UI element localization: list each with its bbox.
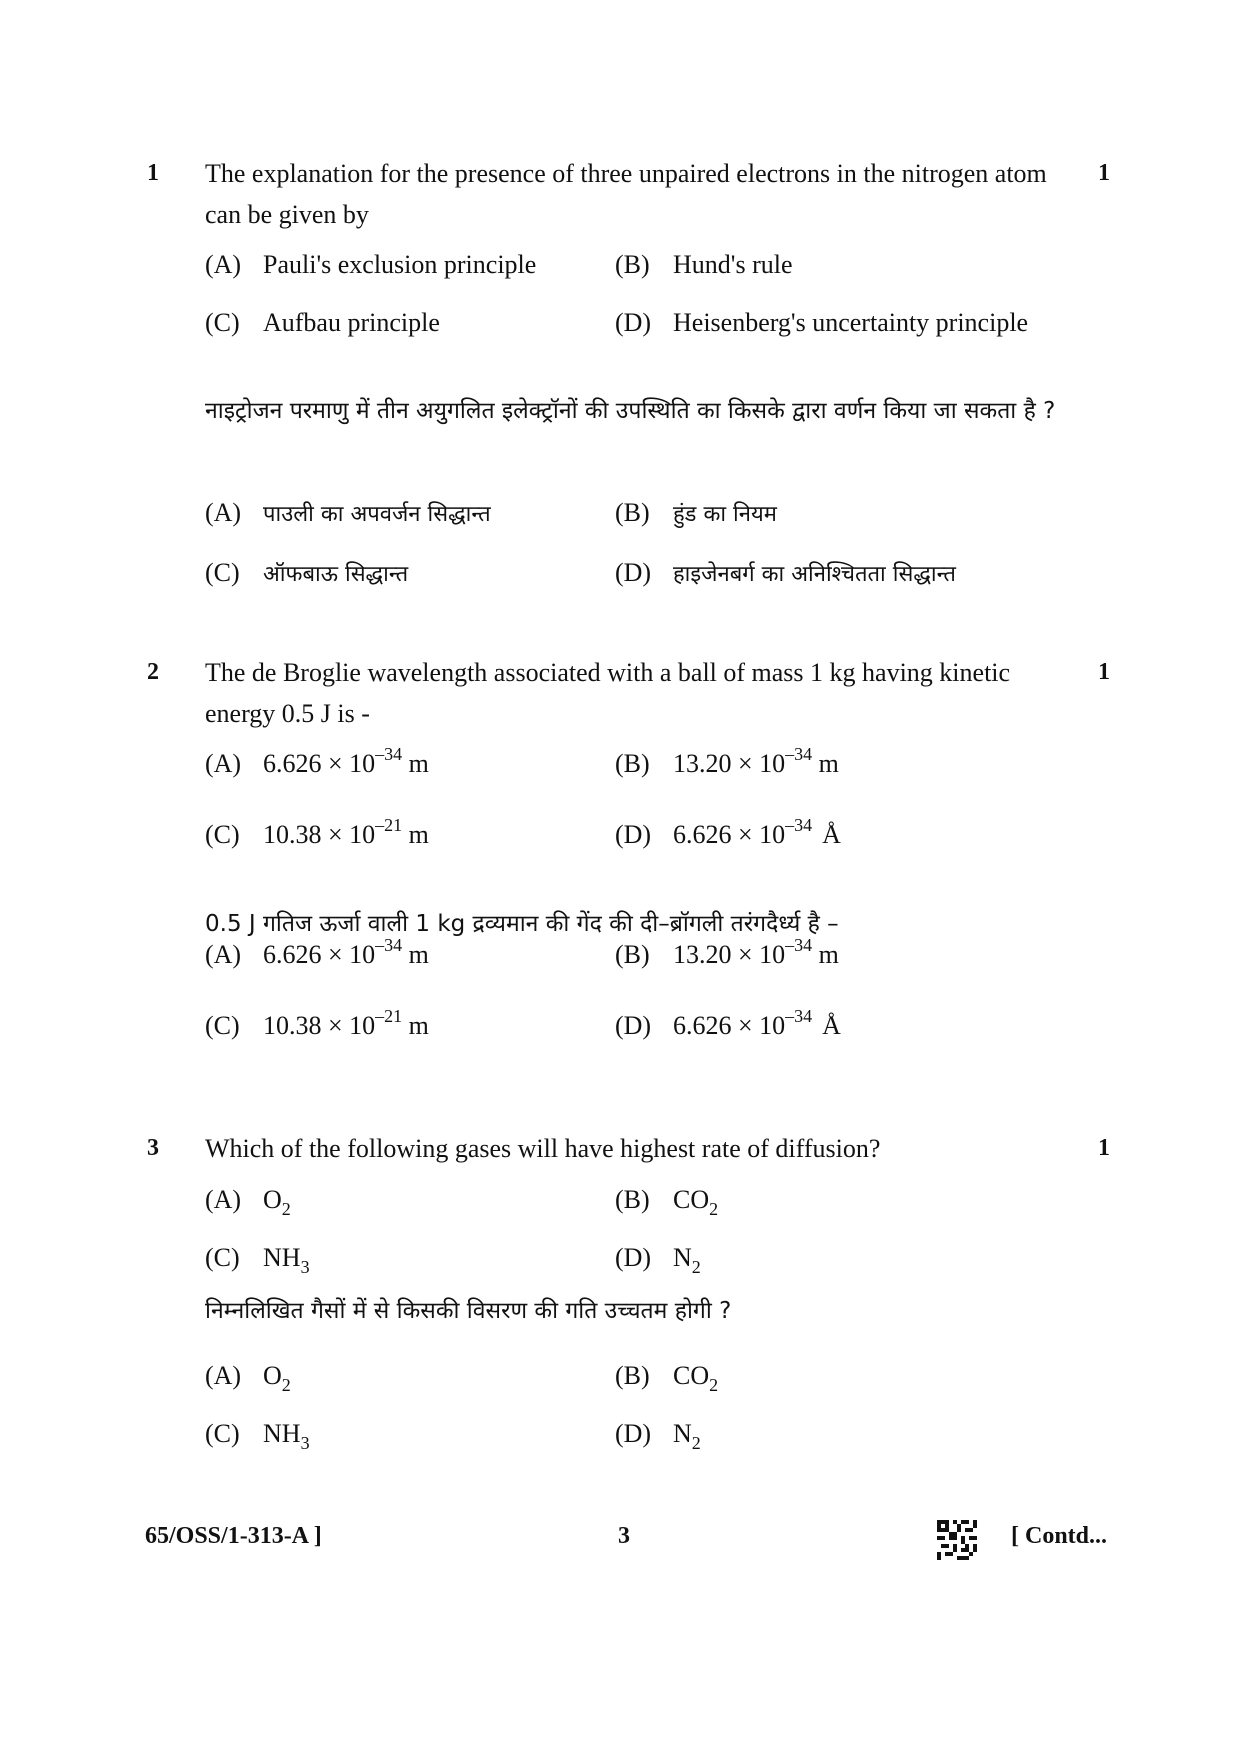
option-c-hi: (C) ऑफबाऊ सिद्धान्त: [205, 558, 409, 587]
option-b-repeat: (B) $CO_2$: [615, 1361, 719, 1395]
option-b: (B) Hund's rule: [615, 250, 793, 279]
option-a: (A) $6.626 \times 10^{-34}$ m: [205, 744, 429, 778]
question-stem-en: The explanation for the presence of three unpaired electrons in the nitrogen atom can be given by: [205, 159, 1047, 229]
option-d-repeat: (D) $N_2$: [615, 1419, 701, 1453]
option-d-hi: (D) हाइजेनबर्ग का अनिश्चितता सिद्धान्त: [615, 558, 956, 587]
option-a-hi: (A) पाउली का अपवर्जन सिद्धान्त: [205, 498, 491, 527]
option-c-repeat: (C) $10.38 \times 10^{-21}$ m: [205, 1006, 429, 1040]
option-d: (D) $N_2$: [615, 1243, 701, 1277]
paper-code: 65/OSS/1-313-A ]: [145, 1523, 322, 1549]
question-stem-en: The de Broglie wavelength associated with a ball of mass 1 kg having kinetic energy 0.5 J is -: [205, 658, 1011, 728]
question-number: 2: [147, 659, 159, 685]
question-marks: 1: [1098, 160, 1110, 186]
question-number: 1: [147, 160, 159, 186]
option-a: (A) Pauli's exclusion principle: [205, 250, 537, 279]
question-stem-hi: 0.5 J गतिज ऊर्जा वाली 1 kg द्रव्यमान की गेंद की दी–ब्रॉगली तरंगदैर्ध्य है –: [205, 911, 839, 937]
qr-code-icon: [937, 1520, 977, 1560]
option-a-repeat: (A) $O_2$: [205, 1361, 291, 1395]
option-c-repeat: (C) $NH_3$: [205, 1419, 310, 1453]
question-marks: 1: [1098, 659, 1110, 685]
option-b-repeat: (B) $13.20 \times 10^{-34}$ m: [615, 935, 839, 969]
option-c: (C) $NH_3$: [205, 1243, 310, 1277]
question-stem-hi: निम्नलिखित गैसों में से किसकी विसरण की गति उच्चतम होगी ?: [205, 1298, 732, 1324]
option-b: (B) $CO_2$: [615, 1185, 719, 1219]
option-c: (C) $10.38 \times 10^{-21}$ m: [205, 815, 429, 849]
question-marks: 1: [1098, 1135, 1110, 1161]
continued-marker: [ Contd...: [1011, 1523, 1108, 1549]
option-c: (C) Aufbau principle: [205, 308, 440, 337]
option-b-hi: (B) हुंड का नियम: [615, 498, 777, 527]
question-number: 3: [147, 1135, 159, 1161]
option-a: (A) $O_2$: [205, 1185, 291, 1219]
option-d: (D) $6.626 \times 10^{-34}$ Å: [615, 815, 841, 849]
option-b: (B) $13.20 \times 10^{-34}$ m: [615, 744, 839, 778]
question-stem-en: Which of the following gases will have highest rate of diffusion?: [205, 1134, 881, 1163]
page-number: 3: [618, 1523, 630, 1549]
option-a-repeat: (A) $6.626 \times 10^{-34}$ m: [205, 935, 429, 969]
option-d: (D) Heisenberg's uncertainty principle: [615, 308, 1029, 337]
question-stem-hi: नाइट्रोजन परमाणु में तीन अयुगलित इलेक्ट्रॉनों की उपस्थिति का किसके द्वारा वर्णन किया जा सकता है ?: [205, 398, 1056, 424]
option-d-repeat: (D) $6.626 \times 10^{-34}$ Å: [615, 1006, 841, 1040]
